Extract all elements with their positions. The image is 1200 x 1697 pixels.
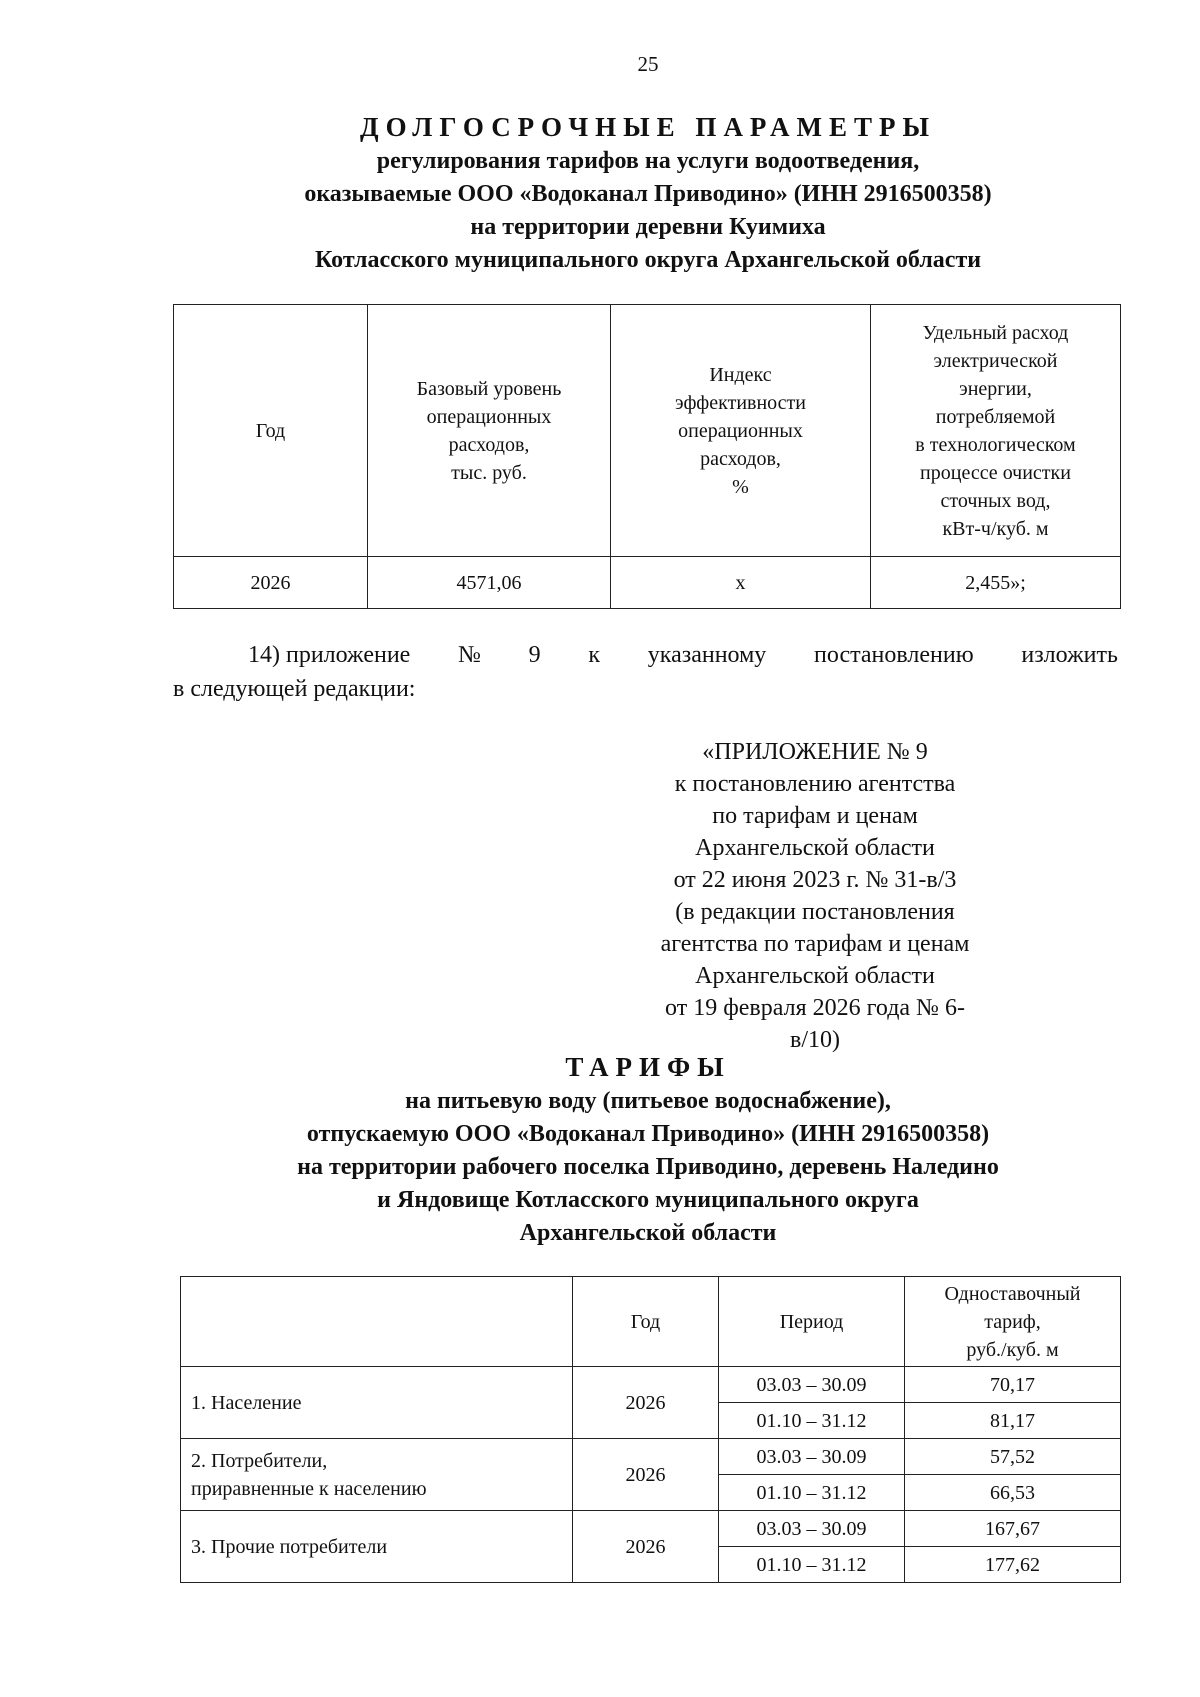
annex-line: Архангельской области (695, 835, 935, 861)
paragraph-word: к (588, 642, 601, 668)
paragraph-word: указанному (647, 642, 767, 668)
section1-line-1: регулирования тарифов на услуги водоотведения, (376, 148, 920, 174)
tariff-cell: 177,62 (905, 1547, 1121, 1583)
header-period: Период (719, 1277, 905, 1367)
table-row (181, 1367, 1121, 1403)
cell-year: 2026 (174, 557, 368, 609)
period-cell: 03.03 – 30.09 (719, 1511, 905, 1547)
annex-line: «ПРИЛОЖЕНИЕ № 9 (702, 739, 928, 765)
annex-line: по тарифам и ценам (712, 803, 918, 829)
section2-line-5: Архангельской области (519, 1220, 777, 1246)
section1-line-2: оказываемые ООО «Водоканал Приводино» (ИНН 2916500358) (304, 181, 992, 207)
section1-line-3: на территории деревни Куимиха (470, 214, 826, 240)
period-cell: 03.03 – 30.09 (719, 1367, 905, 1403)
tariffs-table-header-row (181, 1277, 1121, 1367)
section1-heading: ДОЛГОСРОЧНЫЕ ПАРАМЕТРЫ (360, 112, 936, 142)
header-efficiency-index: Индекс эффективности операционных расходов, % (611, 305, 871, 557)
tariffs-table (180, 1276, 1121, 1583)
category-other-consumers: 3. Прочие потребители (181, 1511, 573, 1583)
annex-line: агентства по тарифам и ценам (660, 931, 970, 957)
page-number: 25 (637, 52, 659, 76)
annex-block (650, 736, 980, 1056)
paragraph-word: 14) приложение (248, 642, 411, 668)
tariff-cell: 70,17 (905, 1367, 1121, 1403)
table-row (181, 1439, 1121, 1475)
header-base-opex: Базовый уровень операционных расходов, тыс. руб. (368, 305, 611, 557)
paragraph-line-2: в следующей редакции: (173, 676, 416, 702)
section2-line-1: на питьевую воду (питьевое водоснабжение), (405, 1088, 891, 1114)
header-category (181, 1277, 573, 1367)
section2-line-3: на территории рабочего поселка Приводино, деревень Наледино (297, 1154, 999, 1180)
year-cell: 2026 (573, 1511, 719, 1583)
header-tariff: Одноставочный тариф, руб./куб. м (905, 1277, 1121, 1367)
annex-line: (в редакции постановления (675, 899, 955, 925)
tariff-cell: 57,52 (905, 1439, 1121, 1475)
header-year: Год (174, 305, 368, 557)
period-cell: 01.10 – 31.12 (719, 1475, 905, 1511)
cell-energy-consumption: 2,455»; (871, 557, 1121, 609)
header-energy-consumption: Удельный расход электрической энергии, потребляемой в технологическом процессе очистки сточных вод, кВт-ч/куб. м (871, 305, 1121, 557)
annex-line: от 19 февраля 2026 года № 6-в/10) (665, 995, 965, 1053)
category-equivalent-consumers: 2. Потребители, приравненные к населению (181, 1439, 573, 1511)
period-cell: 03.03 – 30.09 (719, 1439, 905, 1475)
category-population: 1. Население (181, 1367, 573, 1439)
cell-efficiency-index: х (611, 557, 871, 609)
annex-line: от 22 июня 2023 г. № 31-в/3 (673, 867, 957, 893)
annex-line: Архангельской области (695, 963, 935, 989)
tariff-cell: 81,17 (905, 1403, 1121, 1439)
paragraph-line-1 (248, 642, 1118, 669)
tariff-cell: 167,67 (905, 1511, 1121, 1547)
period-cell: 01.10 – 31.12 (719, 1403, 905, 1439)
paragraph-word: изложить (1021, 642, 1118, 668)
section2-line-4: и Яндовище Котласского муниципального округа (377, 1187, 919, 1213)
header-year: Год (573, 1277, 719, 1367)
section2-line-2: отпускаемую ООО «Водоканал Приводино» (ИНН 2916500358) (306, 1121, 990, 1147)
section2-heading: ТАРИФЫ (565, 1052, 731, 1082)
paragraph-word: постановлению (814, 642, 974, 668)
parameters-table-row (174, 557, 1121, 609)
paragraph-word: 9 (528, 642, 541, 668)
period-cell: 01.10 – 31.12 (719, 1547, 905, 1583)
section1-line-4: Котласского муниципального округа Архангельской области (314, 247, 982, 273)
year-cell: 2026 (573, 1367, 719, 1439)
parameters-table (173, 304, 1121, 609)
annex-line: к постановлению агентства (674, 771, 956, 797)
parameters-table-header-row (174, 305, 1121, 557)
year-cell: 2026 (573, 1439, 719, 1511)
tariff-cell: 66,53 (905, 1475, 1121, 1511)
table-row (181, 1511, 1121, 1547)
cell-base-opex: 4571,06 (368, 557, 611, 609)
paragraph-word: № (458, 642, 481, 668)
